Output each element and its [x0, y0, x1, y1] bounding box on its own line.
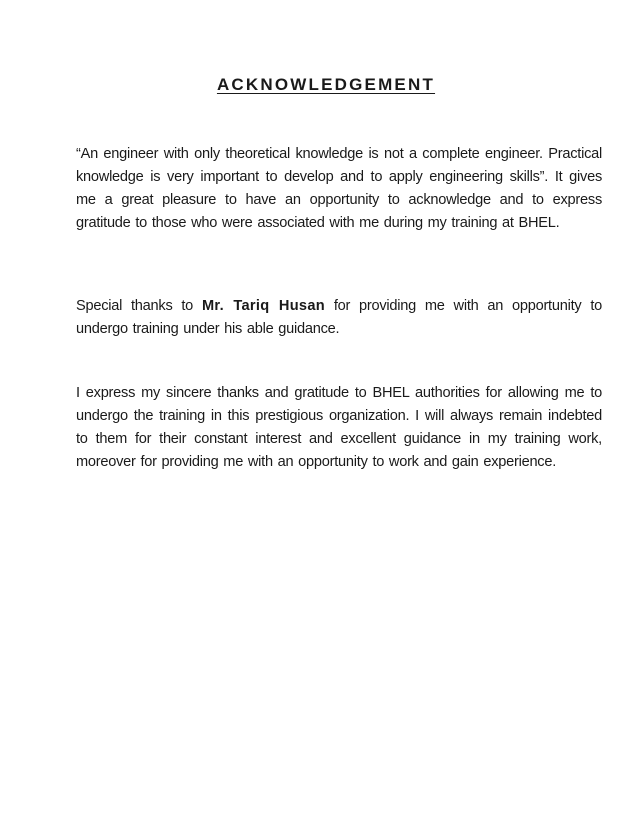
paragraph-gratitude: I express my sincere thanks and gratitude to BHEL authorities for allowing me to undergo the training in this prestigious organization. I will always remain indebted to them for their constant interest and excellent guidance in my training work, moreover for providing me with an opportunity to work and gain experience. [76, 385, 602, 470]
page-title: ACKNOWLEDGEMENT [216, 75, 436, 94]
special-thanks-lead-text: Special thanks to [76, 298, 202, 314]
mentor-name: Mr. Tariq Husan [201, 298, 325, 314]
paragraph-special-thanks [76, 295, 602, 341]
paragraph-intro-quote: “An engineer with only theoretical knowledge is not a complete engineer. Practical knowledge is very important to develop and to apply engineering skills”. It gives me a great pleasure to have an opportunity to acknowledge and to express gratitude to those who were associated with me during my training at BHEL. [76, 146, 602, 231]
special-thanks-trailing-text: for providing me with an opportunity to undergo training under his able guidance. [76, 298, 602, 337]
